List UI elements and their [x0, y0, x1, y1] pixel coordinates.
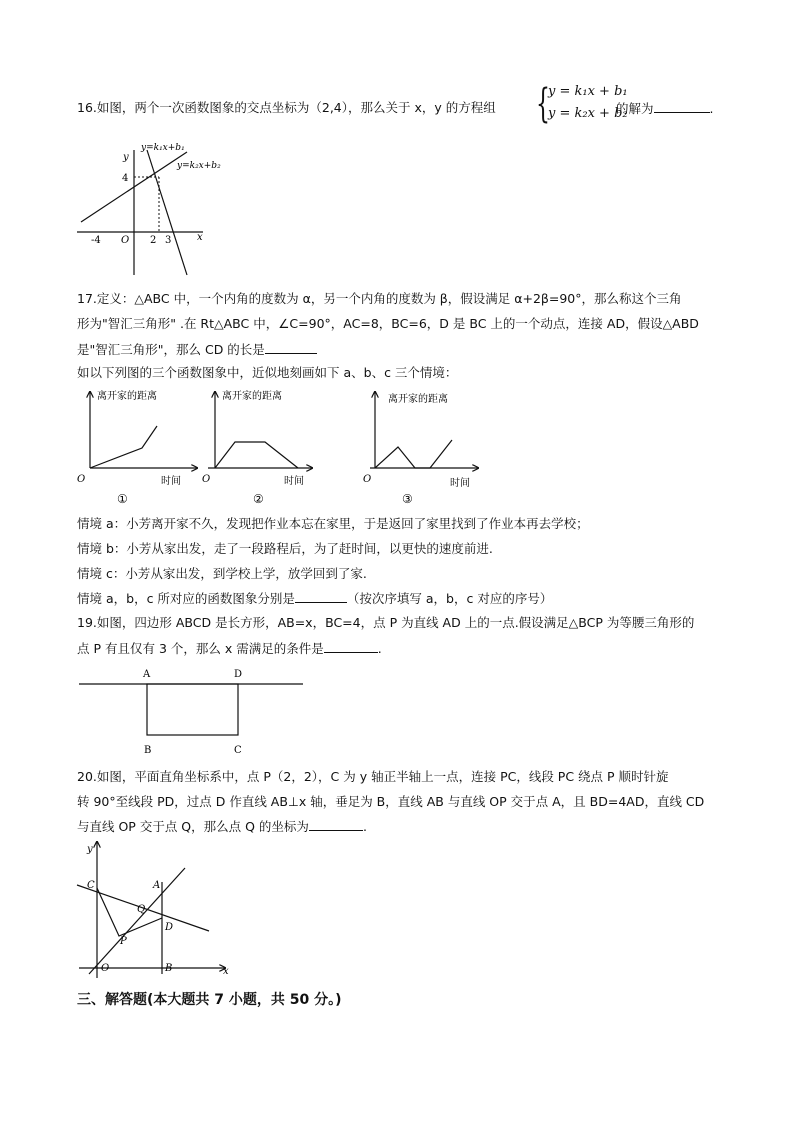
x-label: 时间: [161, 476, 181, 487]
q17-text: 是"智汇三角形"，那么 CD 的长是: [77, 342, 265, 357]
q18-graph-2: [198, 388, 328, 508]
q16-end: .: [709, 101, 714, 116]
q16-eq1: y = k₁x + b₁: [548, 84, 628, 99]
q20-line3: [77, 818, 367, 835]
q16-suffix: 的解为: [616, 101, 654, 116]
label-b: B: [144, 745, 152, 756]
graph-curve: [375, 440, 452, 468]
q20-text: 与直线 OP 交于点 Q，那么点 Q 的坐标为: [77, 819, 309, 834]
rectangle-abcd: [147, 684, 238, 735]
graph-number: ①: [117, 492, 128, 506]
q18-ask: [77, 590, 552, 607]
y-label: y: [87, 844, 93, 855]
tick-3: 3: [165, 235, 172, 246]
q18-scenario-b: 情境 b：小芳从家出发，走了一段路程后，为了赶时间，以更快的速度前进.: [77, 541, 493, 556]
x-label: 时间: [450, 478, 470, 489]
q16-text: 16.如图，两个一次函数图象的交点坐标为（2,4），那么关于 x，y 的方程组: [77, 100, 496, 115]
section-heading: 三、解答题(本大题共 7 小题，共 50 分。): [77, 992, 342, 1008]
q20-line1: 20.如图，平面直角坐标系中，点 P（2，2），C 为 y 轴正半轴上一点，连接 PC，线段 PC 绕点 P 顺时针旋: [77, 769, 669, 784]
q18-intro: 如以下列图的三个函数图象中，近似地刻画如下 a、b、c 三个情境：: [77, 365, 458, 380]
x-label: 时间: [284, 476, 304, 487]
q18-ask-end: （按次序填写 a，b，c 对应的序号）: [346, 591, 553, 606]
q17-line3: [77, 341, 317, 358]
q16-eq2: y = k₂x + b₂: [548, 106, 628, 121]
q19-answer-blank: [324, 640, 378, 653]
q16-answer-blank: [654, 100, 710, 113]
label-c: C: [234, 745, 242, 756]
graph-number: ②: [253, 492, 264, 506]
tick-2: 2: [150, 235, 157, 246]
q19-line2: [77, 640, 382, 657]
q16-graph: [75, 140, 221, 280]
label-c: C: [87, 880, 95, 891]
q16-equation-system: [536, 82, 626, 130]
q18-scenario-a: 情境 a：小芳离开家不久，发现把作业本忘在家里，于是返回了家里找到了作业本再去学校；: [77, 516, 589, 531]
graph-curve: [215, 442, 298, 468]
label-p: P: [120, 936, 127, 947]
label-d: D: [234, 669, 243, 680]
q19-rectangle-figure: [75, 664, 315, 764]
x-label: x: [197, 232, 203, 243]
origin-label: O: [77, 474, 86, 485]
q19-line1: 19.如图，四边形 ABCD 是长方形，AB=x，BC=4，点 P 为直线 AD 上的一点.假设满足△BCP 为等腰三角形的: [77, 615, 695, 630]
q17-answer-blank: [265, 341, 317, 354]
label-d: D: [165, 922, 174, 933]
q18-answer-blank: [295, 590, 347, 603]
y-label: 离开家的距离: [97, 391, 157, 402]
q17-line1: 17.定义：△ABC 中，一个内角的度数为 α，另一个内角的度数为 β，假设满足 α+2β=90°，那么称这个三角: [77, 291, 682, 306]
y-label: y: [123, 152, 129, 163]
label-line1: y=k₁x+b₁: [141, 143, 185, 153]
label-a: A: [143, 669, 151, 680]
origin-label: O: [121, 235, 130, 246]
q20-answer-blank: [309, 818, 363, 831]
label-b: B: [165, 963, 173, 974]
q16-line: [77, 100, 496, 116]
q20-line2: 转 90°至线段 PD，过点 D 作直线 AB⊥x 轴，垂足为 B，直线 AB 与直线 OP 交于点 A，且 BD=4AD，直线 CD: [77, 794, 705, 809]
q16-suffix-line: [616, 100, 714, 117]
label-q: Q: [137, 904, 146, 915]
origin-label: O: [101, 963, 110, 974]
y-label: 离开家的距离: [388, 394, 448, 405]
origin-label: O: [363, 474, 372, 485]
graph-number: ③: [402, 492, 413, 506]
q19-end: .: [377, 641, 382, 656]
y-label: 离开家的距离: [222, 391, 282, 402]
q18-graph-1: [75, 388, 205, 508]
q18-scenario-c: 情境 c：小芳从家出发，到学校上学，放学回到了家.: [77, 566, 367, 581]
tick-4: 4: [122, 173, 129, 184]
q18-ask-text: 情境 a，b，c 所对应的函数图象分别是: [77, 591, 295, 606]
label-line2: y=k₂x+b₂: [177, 161, 221, 171]
q19-text: 点 P 有且仅有 3 个，那么 x 需满足的条件是: [77, 641, 324, 656]
q17-line2: 形为"智汇三角形" .在 Rt△ABC 中，∠C=90°，AC=8，BC=6，D 是 BC 上的一个动点，连接 AD，假设△ABD: [77, 316, 699, 331]
tick-neg4: -4: [91, 235, 101, 246]
q20-end: .: [362, 819, 367, 834]
graph-curve: [90, 426, 157, 468]
line-op: [89, 868, 185, 974]
brace-icon: {: [536, 81, 550, 127]
q18-graph-3: [360, 388, 500, 508]
q20-coordinate-figure: [75, 838, 245, 983]
x-label: x: [223, 966, 229, 977]
label-a: A: [153, 880, 161, 891]
origin-label: O: [202, 474, 211, 485]
